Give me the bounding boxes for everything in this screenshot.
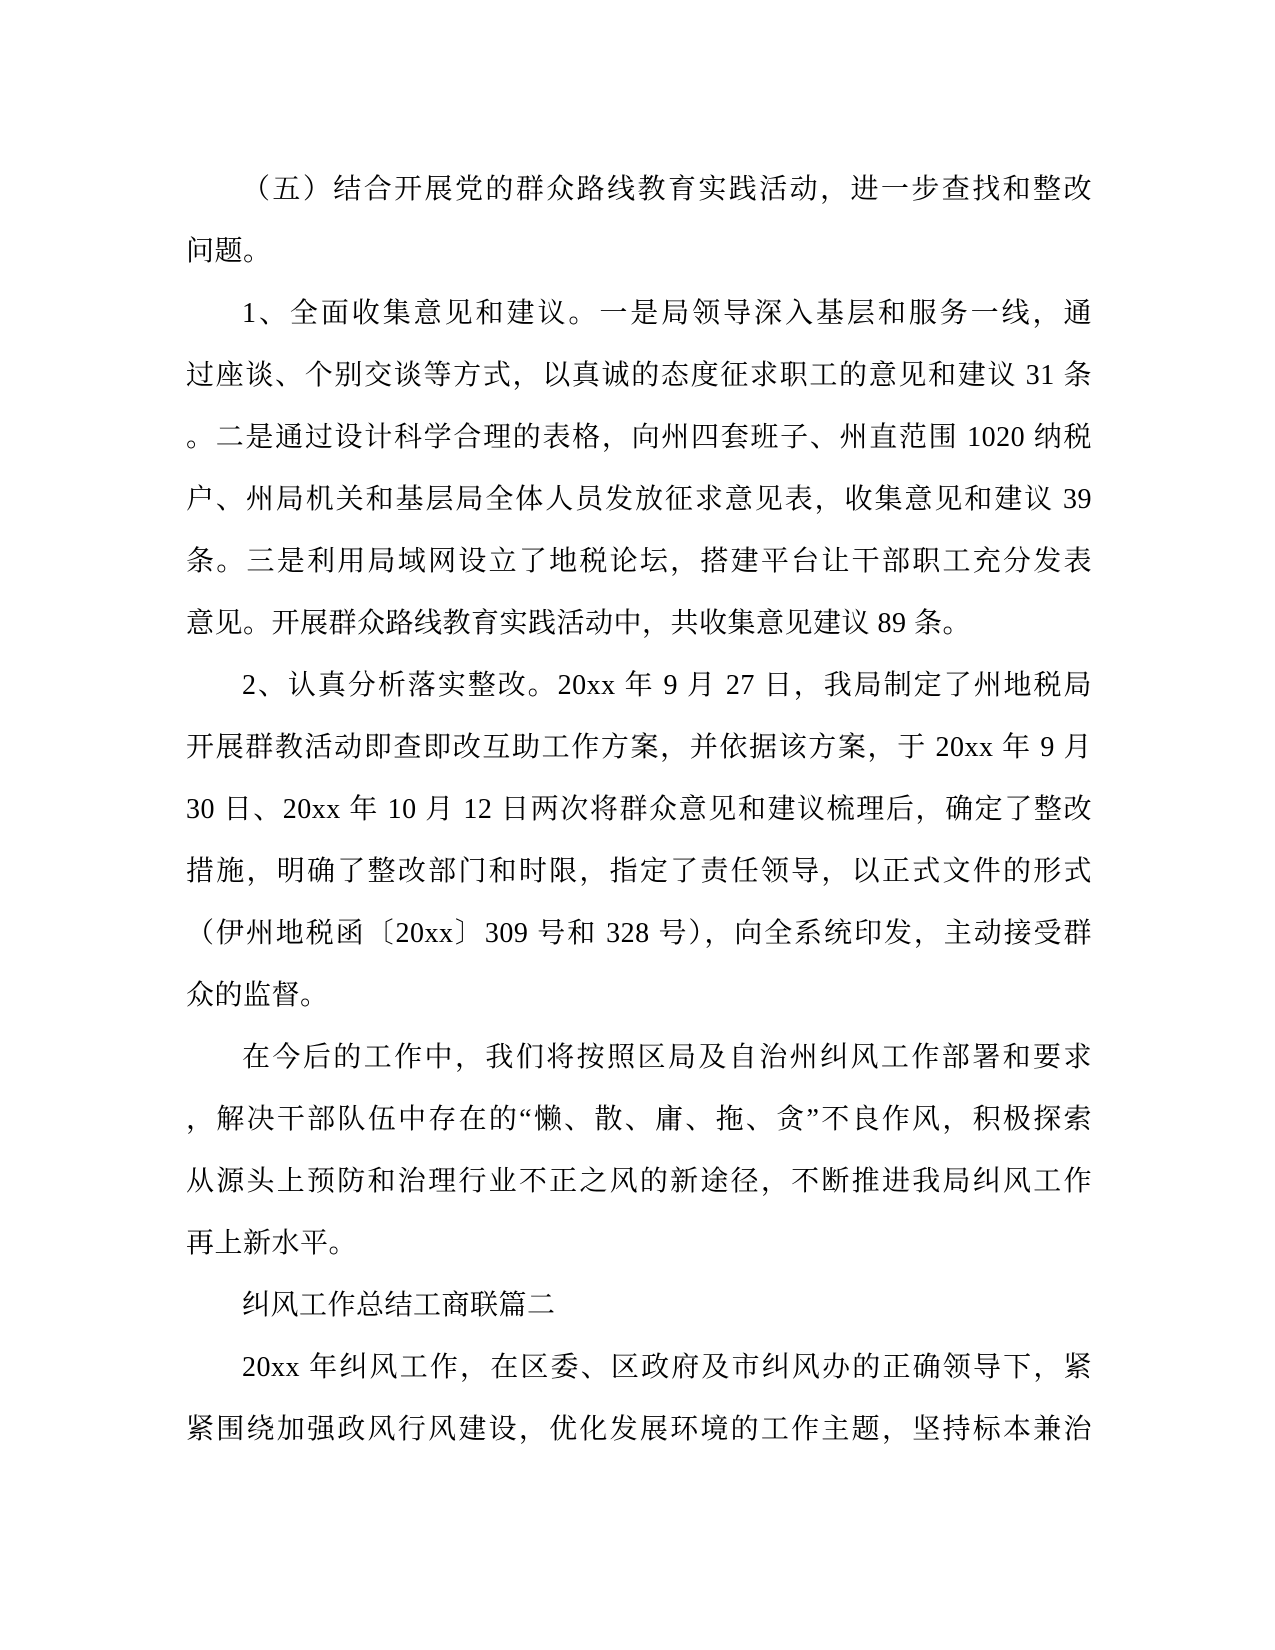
text-line: 2、认真分析落实整改。20xx 年 9 月 27 日，我局制定了州地税局 (242, 670, 1092, 701)
document-body (186, 159, 1092, 1461)
text-line: 再上新水平。 (186, 1228, 358, 1259)
text-line: 条。三是利用局域网设立了地税论坛，搭建平台让干部职工充分发表 (186, 546, 1092, 577)
text-line: ，解决干部队伍中存在的“懒、散、庸、拖、贪”不良作风，积极探索 (186, 1104, 1092, 1135)
text-line: 20xx 年纠风工作，在区委、区政府及市纠风办的正确领导下，紧 (242, 1352, 1092, 1383)
text-line: 众的监督。 (186, 980, 329, 1011)
text-line: 开展群教活动即查即改互助工作方案，并依据该方案，于 20xx 年 9 月 (186, 732, 1092, 763)
text-line: 意见。开展群众路线教育实践活动中，共收集意见建议 89 条。 (186, 608, 972, 639)
text-line: 紧围绕加强政风行风建设，优化发展环境的工作主题，坚持标本兼治 (186, 1414, 1092, 1445)
text-line: 在今后的工作中，我们将按照区局及自治州纠风工作部署和要求 (242, 1042, 1092, 1073)
text-line: 30 日、20xx 年 10 月 12 日两次将群众意见和建议梳理后，确定了整改 (186, 794, 1092, 825)
text-line: 纠风工作总结工商联篇二 (242, 1290, 556, 1321)
text-line: 。二是通过设计科学合理的表格，向州四套班子、州直范围 1020 纳税 (186, 422, 1092, 453)
text-line: 从源头上预防和治理行业不正之风的新途径，不断推进我局纠风工作 (186, 1166, 1092, 1197)
text-line: （伊州地税函〔20xx〕309 号和 328 号），向全系统印发，主动接受群 (186, 918, 1092, 949)
text-line: 户、州局机关和基层局全体人员发放征求意见表，收集意见和建议 39 (186, 484, 1092, 515)
text-line: 问题。 (186, 236, 272, 267)
text-line: 措施，明确了整改部门和时限，指定了责任领导，以正式文件的形式 (186, 856, 1092, 887)
text-line: 1、全面收集意见和建议。一是局领导深入基层和服务一线，通 (242, 298, 1092, 329)
text-line: （五）结合开展党的群众路线教育实践活动，进一步查找和整改 (242, 174, 1092, 205)
text-line: 过座谈、个别交谈等方式，以真诚的态度征求职工的意见和建议 31 条 (186, 360, 1092, 391)
